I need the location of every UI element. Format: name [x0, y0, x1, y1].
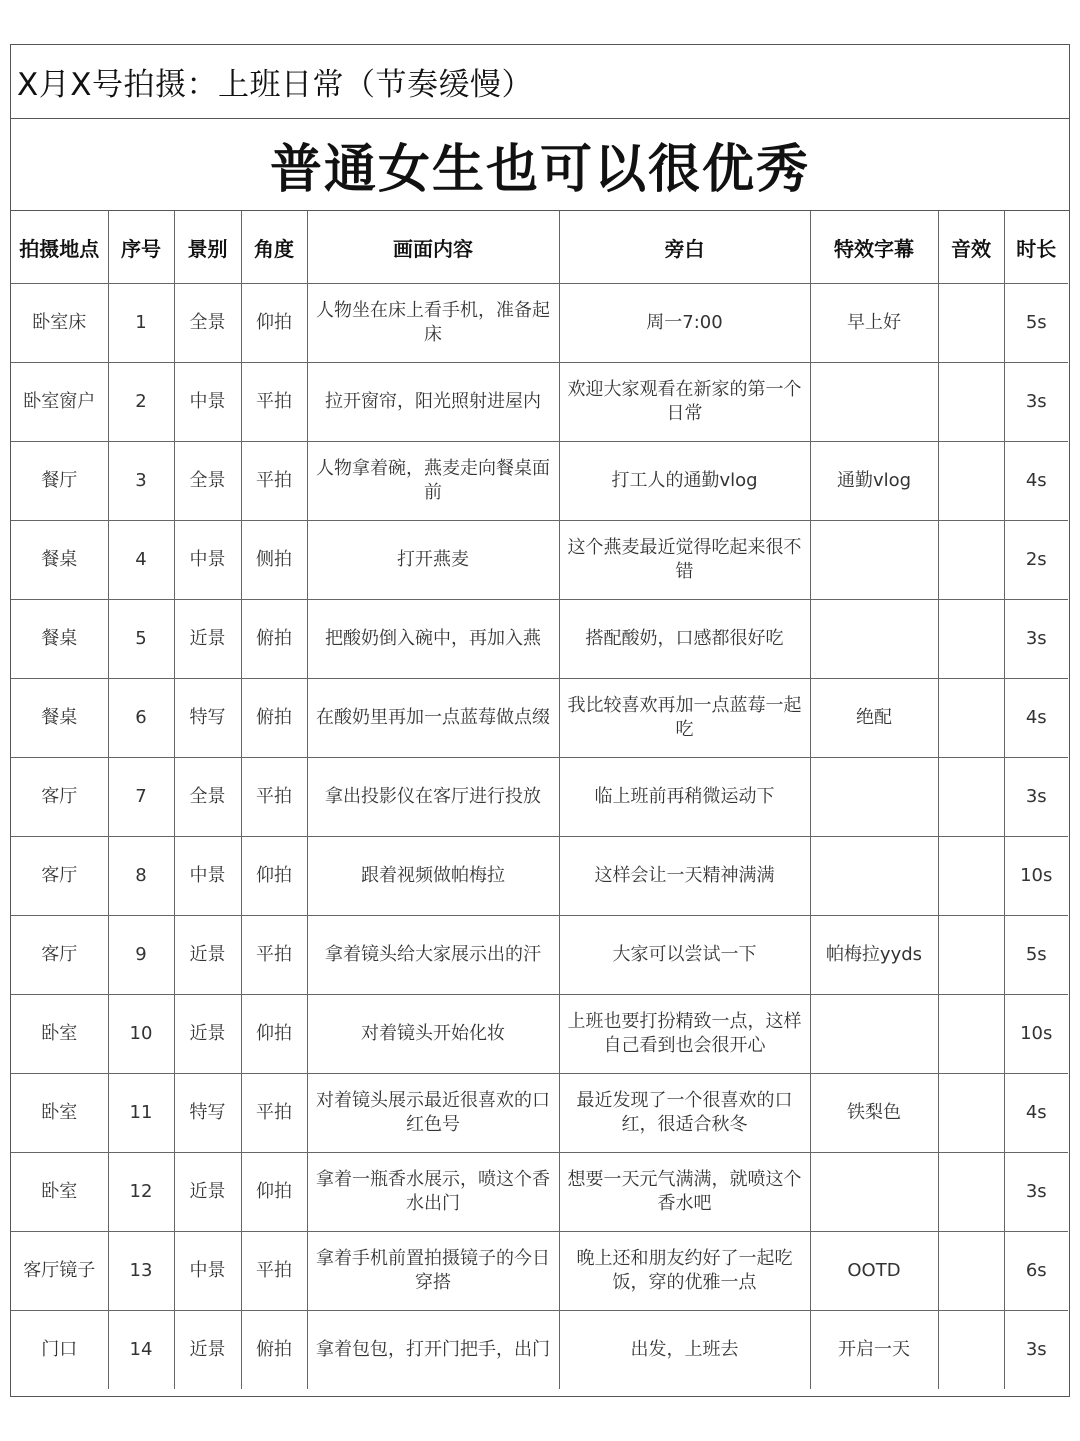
shot-size-cell: 全景 — [174, 758, 241, 837]
angle-cell: 仰拍 — [241, 284, 307, 363]
sequence-cell: 1 — [108, 284, 174, 363]
shot-size-cell: 近景 — [174, 1153, 241, 1232]
sound-effect-cell — [938, 995, 1004, 1074]
caption-cell: 铁梨色 — [810, 1074, 938, 1153]
narration-cell: 出发，上班去 — [559, 1311, 810, 1390]
shot-size-cell: 特写 — [174, 1074, 241, 1153]
duration-cell: 10s — [1004, 995, 1068, 1074]
location-cell: 卧室窗户 — [11, 363, 108, 442]
sequence-cell: 10 — [108, 995, 174, 1074]
storyboard-table — [11, 211, 1068, 1389]
table-row — [11, 600, 1068, 679]
content-cell: 拿着镜头给大家展示出的汗 — [307, 916, 559, 995]
shot-size-cell: 中景 — [174, 837, 241, 916]
content-cell: 在酸奶里再加一点蓝莓做点缀 — [307, 679, 559, 758]
shot-size-cell: 近景 — [174, 1311, 241, 1390]
sound-effect-cell — [938, 679, 1004, 758]
angle-cell: 侧拍 — [241, 521, 307, 600]
table-row — [11, 363, 1068, 442]
narration-cell: 最近发现了一个很喜欢的口红，很适合秋冬 — [559, 1074, 810, 1153]
duration-cell: 5s — [1004, 916, 1068, 995]
duration-cell: 10s — [1004, 837, 1068, 916]
angle-cell: 俯拍 — [241, 1311, 307, 1390]
content-cell: 人物坐在床上看手机，准备起床 — [307, 284, 559, 363]
table-row — [11, 758, 1068, 837]
sequence-cell: 2 — [108, 363, 174, 442]
column-header: 拍摄地点 — [11, 211, 108, 284]
sequence-cell: 11 — [108, 1074, 174, 1153]
duration-cell: 3s — [1004, 363, 1068, 442]
duration-cell: 3s — [1004, 1153, 1068, 1232]
sound-effect-cell — [938, 916, 1004, 995]
table-row — [11, 995, 1068, 1074]
location-cell: 餐桌 — [11, 600, 108, 679]
duration-cell: 3s — [1004, 758, 1068, 837]
table-body — [11, 284, 1068, 1390]
caption-cell — [810, 758, 938, 837]
shot-size-cell: 特写 — [174, 679, 241, 758]
column-header: 旁白 — [559, 211, 810, 284]
column-header: 角度 — [241, 211, 307, 284]
sequence-cell: 5 — [108, 600, 174, 679]
page-title: 普通女生也可以很优秀 — [11, 119, 1069, 211]
shot-size-cell: 中景 — [174, 1232, 241, 1311]
location-cell: 门口 — [11, 1311, 108, 1390]
narration-cell: 大家可以尝试一下 — [559, 916, 810, 995]
sequence-cell: 14 — [108, 1311, 174, 1390]
table-row — [11, 1074, 1068, 1153]
narration-cell: 打工人的通勤vlog — [559, 442, 810, 521]
table-row — [11, 1153, 1068, 1232]
table-row — [11, 837, 1068, 916]
caption-cell — [810, 521, 938, 600]
sound-effect-cell — [938, 1311, 1004, 1390]
sequence-cell: 4 — [108, 521, 174, 600]
shot-size-cell: 全景 — [174, 442, 241, 521]
table-row — [11, 521, 1068, 600]
sequence-cell: 7 — [108, 758, 174, 837]
narration-cell: 上班也要打扮精致一点，这样自己看到也会很开心 — [559, 995, 810, 1074]
sound-effect-cell — [938, 363, 1004, 442]
angle-cell: 仰拍 — [241, 837, 307, 916]
angle-cell: 俯拍 — [241, 600, 307, 679]
caption-cell — [810, 1153, 938, 1232]
table-row — [11, 442, 1068, 521]
table-row — [11, 916, 1068, 995]
shot-size-cell: 近景 — [174, 916, 241, 995]
content-cell: 对着镜头展示最近很喜欢的口红色号 — [307, 1074, 559, 1153]
sequence-cell: 8 — [108, 837, 174, 916]
narration-cell: 想要一天元气满满，就喷这个香水吧 — [559, 1153, 810, 1232]
location-cell: 客厅 — [11, 916, 108, 995]
duration-cell: 3s — [1004, 1311, 1068, 1390]
location-cell: 卧室 — [11, 1153, 108, 1232]
location-cell: 卧室床 — [11, 284, 108, 363]
location-cell: 餐厅 — [11, 442, 108, 521]
caption-cell — [810, 837, 938, 916]
table-row — [11, 284, 1068, 363]
narration-cell: 临上班前再稍微运动下 — [559, 758, 810, 837]
column-header: 音效 — [938, 211, 1004, 284]
content-cell: 拿着手机前置拍摄镜子的今日穿搭 — [307, 1232, 559, 1311]
shot-size-cell: 中景 — [174, 521, 241, 600]
shot-size-cell: 近景 — [174, 995, 241, 1074]
location-cell: 客厅 — [11, 758, 108, 837]
angle-cell: 俯拍 — [241, 679, 307, 758]
angle-cell: 平拍 — [241, 1074, 307, 1153]
sound-effect-cell — [938, 1232, 1004, 1311]
sequence-cell: 3 — [108, 442, 174, 521]
table-row — [11, 679, 1068, 758]
location-cell: 客厅 — [11, 837, 108, 916]
caption-cell: 通勤vlog — [810, 442, 938, 521]
caption-cell — [810, 995, 938, 1074]
narration-cell: 欢迎大家观看在新家的第一个日常 — [559, 363, 810, 442]
caption-cell: OOTD — [810, 1232, 938, 1311]
caption-cell: 开启一天 — [810, 1311, 938, 1390]
narration-cell: 周一7:00 — [559, 284, 810, 363]
location-cell: 客厅镜子 — [11, 1232, 108, 1311]
content-cell: 拿出投影仪在客厅进行投放 — [307, 758, 559, 837]
narration-cell: 我比较喜欢再加一点蓝莓一起吃 — [559, 679, 810, 758]
content-cell: 对着镜头开始化妆 — [307, 995, 559, 1074]
caption-cell — [810, 600, 938, 679]
sequence-cell: 9 — [108, 916, 174, 995]
column-header: 序号 — [108, 211, 174, 284]
sequence-cell: 6 — [108, 679, 174, 758]
duration-cell: 2s — [1004, 521, 1068, 600]
duration-cell: 3s — [1004, 600, 1068, 679]
table-header-row — [11, 211, 1068, 284]
duration-cell: 4s — [1004, 1074, 1068, 1153]
angle-cell: 仰拍 — [241, 995, 307, 1074]
shot-size-cell: 全景 — [174, 284, 241, 363]
angle-cell: 平拍 — [241, 1232, 307, 1311]
caption-cell — [810, 363, 938, 442]
duration-cell: 5s — [1004, 284, 1068, 363]
sound-effect-cell — [938, 600, 1004, 679]
sound-effect-cell — [938, 442, 1004, 521]
narration-cell: 晚上还和朋友约好了一起吃饭，穿的优雅一点 — [559, 1232, 810, 1311]
content-cell: 拿着包包，打开门把手，出门 — [307, 1311, 559, 1390]
shoot-date-subtitle: X月X号拍摄：上班日常（节奏缓慢） — [11, 45, 1069, 119]
angle-cell: 平拍 — [241, 758, 307, 837]
shot-size-cell: 中景 — [174, 363, 241, 442]
table-row — [11, 1232, 1068, 1311]
sound-effect-cell — [938, 758, 1004, 837]
content-cell: 把酸奶倒入碗中，再加入燕 — [307, 600, 559, 679]
angle-cell: 平拍 — [241, 363, 307, 442]
column-header: 画面内容 — [307, 211, 559, 284]
narration-cell: 这样会让一天精神满满 — [559, 837, 810, 916]
content-cell: 打开燕麦 — [307, 521, 559, 600]
caption-cell: 绝配 — [810, 679, 938, 758]
angle-cell: 平拍 — [241, 442, 307, 521]
sound-effect-cell — [938, 837, 1004, 916]
sequence-cell: 13 — [108, 1232, 174, 1311]
sound-effect-cell — [938, 1153, 1004, 1232]
storyboard-sheet — [10, 44, 1070, 1397]
angle-cell: 平拍 — [241, 916, 307, 995]
caption-cell: 帕梅拉yyds — [810, 916, 938, 995]
location-cell: 卧室 — [11, 995, 108, 1074]
location-cell: 餐桌 — [11, 521, 108, 600]
column-header: 时长 — [1004, 211, 1068, 284]
shot-size-cell: 近景 — [174, 600, 241, 679]
sequence-cell: 12 — [108, 1153, 174, 1232]
column-header: 特效字幕 — [810, 211, 938, 284]
content-cell: 人物拿着碗，燕麦走向餐桌面前 — [307, 442, 559, 521]
location-cell: 卧室 — [11, 1074, 108, 1153]
sound-effect-cell — [938, 521, 1004, 600]
content-cell: 拿着一瓶香水展示，喷这个香水出门 — [307, 1153, 559, 1232]
caption-cell: 早上好 — [810, 284, 938, 363]
sound-effect-cell — [938, 284, 1004, 363]
content-cell: 拉开窗帘，阳光照射进屋内 — [307, 363, 559, 442]
narration-cell: 这个燕麦最近觉得吃起来很不错 — [559, 521, 810, 600]
sound-effect-cell — [938, 1074, 1004, 1153]
content-cell: 跟着视频做帕梅拉 — [307, 837, 559, 916]
location-cell: 餐桌 — [11, 679, 108, 758]
duration-cell: 4s — [1004, 442, 1068, 521]
narration-cell: 搭配酸奶，口感都很好吃 — [559, 600, 810, 679]
angle-cell: 仰拍 — [241, 1153, 307, 1232]
column-header: 景别 — [174, 211, 241, 284]
duration-cell: 4s — [1004, 679, 1068, 758]
duration-cell: 6s — [1004, 1232, 1068, 1311]
table-row — [11, 1311, 1068, 1390]
